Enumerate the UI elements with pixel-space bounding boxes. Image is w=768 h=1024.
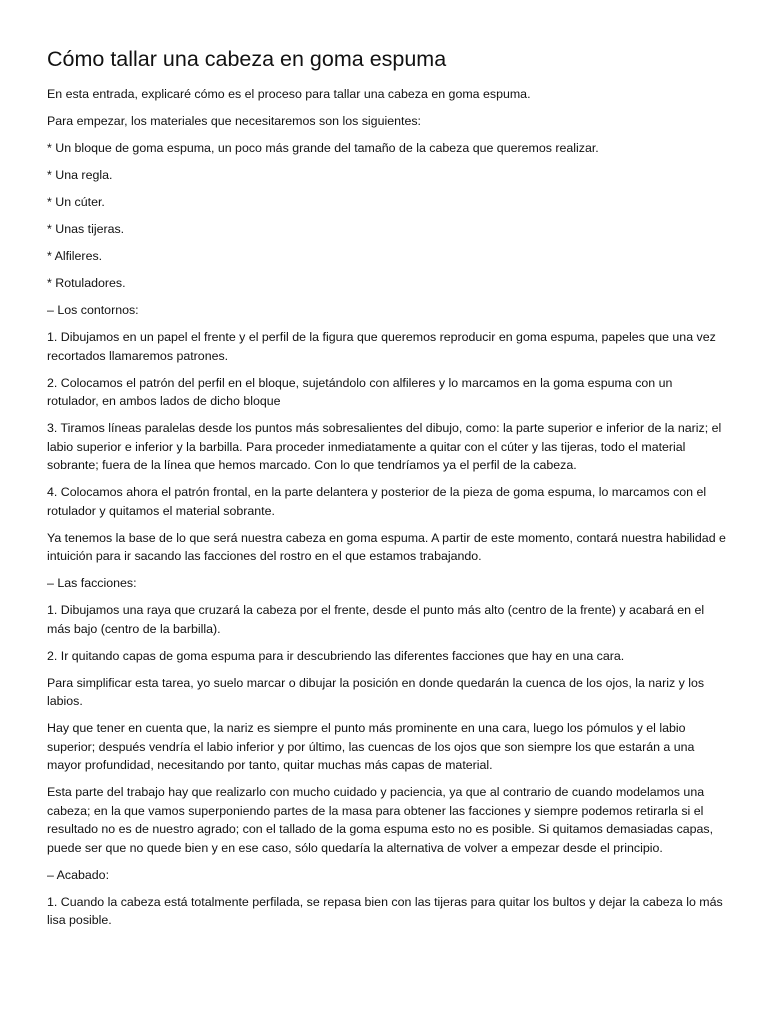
intro-paragraph: En esta entrada, explicaré cómo es el proceso para tallar una cabeza en goma espuma. (47, 87, 531, 101)
body-paragraph: Esta parte del trabajo hay que realizarlo con mucho cuidado y paciencia, ya que al contrario de cuando modelamos una cabeza; en la que vamos superponiendo partes de la masa para obtener las facciones y siempre podemos retirarla si el resultado no es de nuestro agrado; con el tallado de la goma espuma esto no es posible. Si quitamos demasiadas capas, puede ser que no quede bien y en ese caso, sólo quedaría la alternativa de volver a empezar desde el principio. (47, 785, 714, 855)
step-paragraph: 1. Dibujamos en un papel el frente y el perfil de la figura que queremos reproducir en goma espuma, papeles que una vez recortados llamaremos patrones. (47, 330, 716, 363)
material-item: * Alfileres. (47, 249, 103, 263)
material-item: * Rotuladores. (47, 276, 126, 290)
material-item: * Unas tijeras. (47, 222, 125, 236)
step-paragraph: 4. Colocamos ahora el patrón frontal, en la parte delantera y posterior de la pieza de goma espuma, lo marcamos con el rotulador y quitamos el material sobrante. (47, 485, 707, 518)
step-paragraph: 2. Ir quitando capas de goma espuma para ir descubriendo las diferentes facciones que hay en una cara. (47, 648, 625, 663)
body-paragraph: Hay que tener en cuenta que, la nariz es siempre el punto más prominente en una cara, luego los pómulos y el labio superior; después vendría el labio inferior y por último, las cuencas de los ojos que son siempre los que estarán a una mayor profundidad, necesitando por tanto, quitar muchas más capas de material. (47, 721, 695, 772)
step-paragraph: 2. Colocamos el patrón del perfil en el bloque, sujetándolo con alfileres y lo marcamos en la goma espuma con un rotulador, en ambos lados de dicho bloque (47, 375, 673, 408)
section-heading-facciones: – Las facciones: (47, 576, 137, 590)
step-paragraph: 3. Tiramos líneas paralelas desde los puntos más sobresalientes del dibujo, como: la parte superior e inferior de la nariz; el labio superior e inferior y la barbilla. Para proceder inmediatamente a quitar con el cúter y las tijeras, todo el material sobrante; fuera de la línea que hemos marcado. Con lo que tendríamos ya el perfil de la cabeza. (47, 421, 722, 472)
body-paragraph: Ya tenemos la base de lo que será nuestra cabeza en goma espuma. A partir de este momento, contará nuestra habilidad e intuición para ir sacando las facciones del rostro en el que estamos trabajando. (47, 530, 726, 563)
section-heading-contornos: – Los contornos: (47, 303, 139, 317)
step-paragraph: 1. Dibujamos una raya que cruzará la cabeza por el frente, desde el punto más alto (centro de la frente) y acabará en el más bajo (centro de la barbilla). (47, 603, 705, 636)
body-paragraph: Para simplificar esta tarea, yo suelo marcar o dibujar la posición en donde quedarán la cuenca de los ojos, la nariz y los labios. (47, 675, 705, 708)
material-item: * Una regla. (47, 168, 113, 182)
document-title: Cómo tallar una cabeza en goma espuma (47, 47, 447, 71)
material-item: * Un cúter. (47, 195, 105, 209)
section-heading-acabado: – Acabado: (47, 867, 110, 882)
step-paragraph: 1. Cuando la cabeza está totalmente perfilada, se repasa bien con las tijeras para quitar los bultos y dejar la cabeza lo más lisa posible. (47, 894, 723, 927)
document-page (47, 44, 727, 938)
material-item: * Un bloque de goma espuma, un poco más grande del tamaño de la cabeza que queremos realizar. (47, 141, 599, 155)
materials-intro: Para empezar, los materiales que necesitaremos son los siguientes: (47, 114, 421, 128)
